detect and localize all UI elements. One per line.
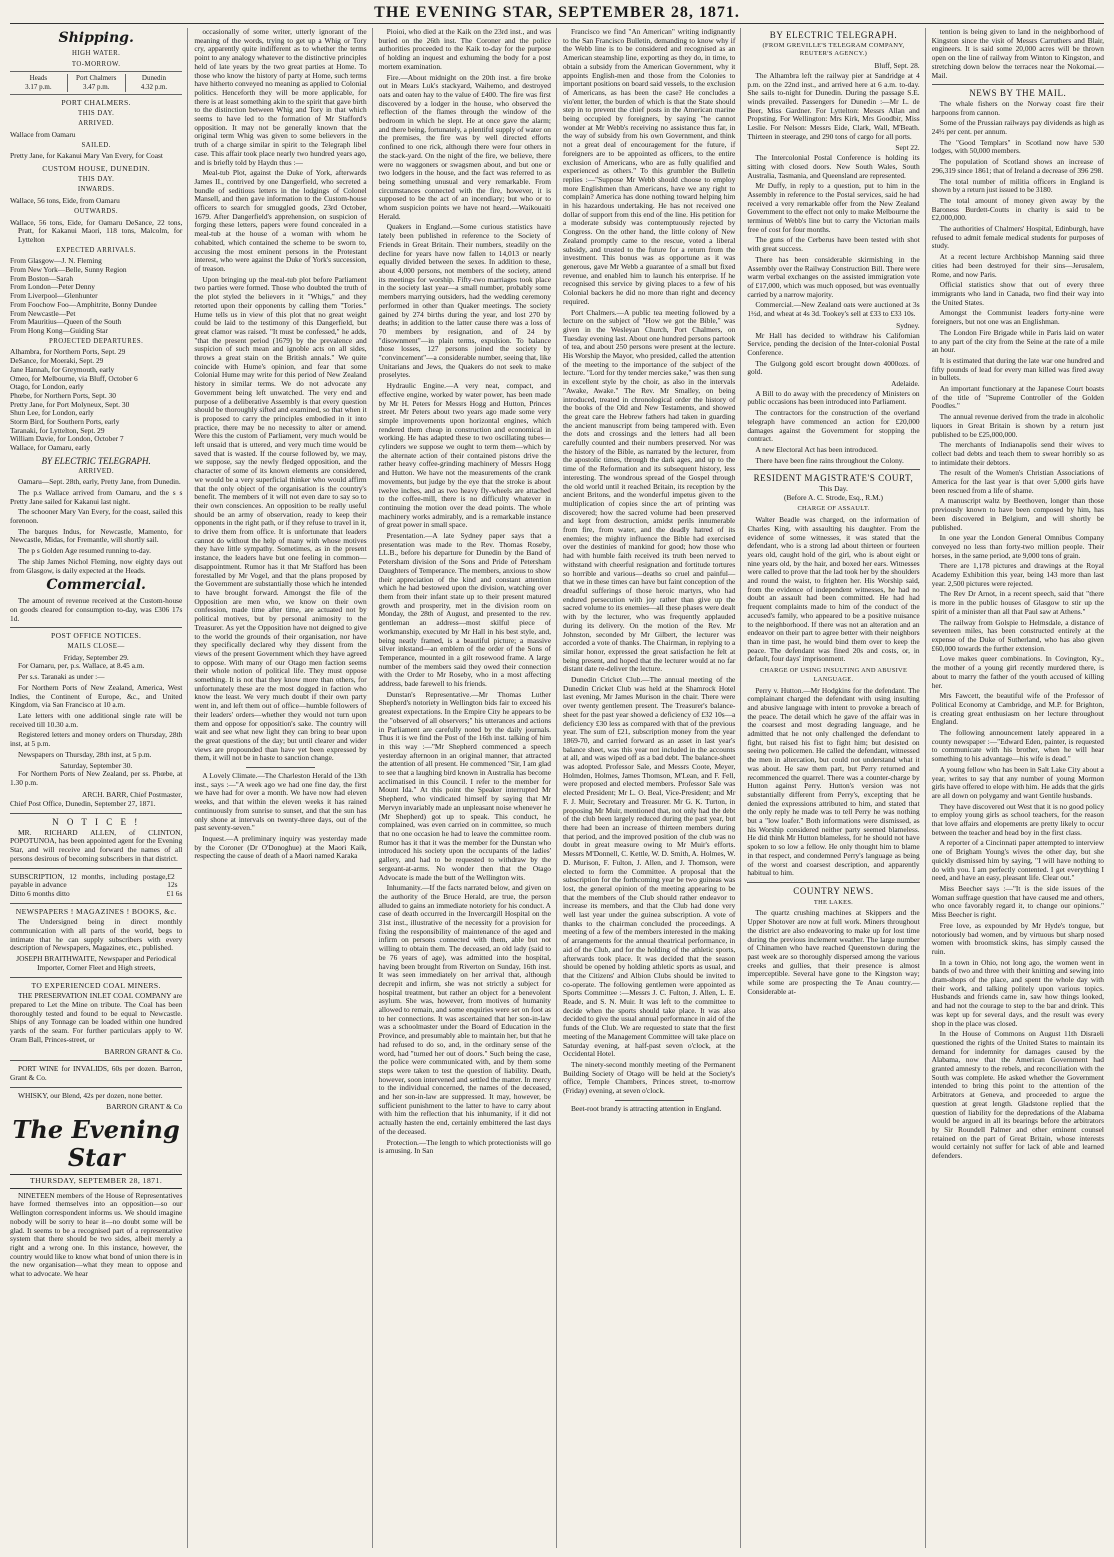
post-office-heading: POST OFFICE NOTICES.: [50, 631, 142, 641]
paragraph: A Lovely Climate.—The Charleston Herald of the 13th inst., says :—"A week ago we had one fine day, the first we have had for over a month. We have now had eleven weeks, and that within the eleven weeks it has rained continuously from sunrise to sunset, and that the sun has only shone at intervals on twenty-three days, out of the past seventy-seven.": [194, 771, 367, 833]
lakes-heading: THE LAKES.: [813, 898, 854, 906]
paragraph: Dunedin Cricket Club.—The annual meeting of the Dunedin Cricket Club was held at the Shamrock Hotel last evening, Mr James Murison in the chair. There were over twenty gentlemen present. The Treasurer's balance-sheet for the past year showed a deficiency of £32 10s—a deficiency £30 less as compared with that of the previous year. The sum of £21, subscription money from the year 1869-70, and carried forward as an asset in last year's balance sheet, was this year not included in the accounts at all, and was wiped off as a bad debt. The balance-sheet was adopted. Professor Sale, and Messrs Coote, Meyer, Holmden, Holmes, James Thomson, M'Lean, and F. Fell, were proposed and elected members. Professor Sale was elected President; Mr L. O. Beal, Vice-President; and Mr F. J. Muir, Secretary and Treasurer. Mr G. K. Turton, in proposing Mr Muir, mentioned that, not only had the debt of the club been largely reduced during the past year, but there had been an increase of thirteen members during that period, and the improved position of the club was no doubt in great measure owing to Mr Muir's efforts. Messrs M'Donnell, C. Kettle, W. D. Smith, A. Holmes, W. D. Murison, F. Fulton, J. Allen, and J. Thomson, were elected to form the Committee. A proposal that the subscription for the forthcoming year be two guineas was lost, the general opinion of the meeting appearing to be that the members of the Club should rather endeavor to increase its members, and that the Club had done very well last year under the guinea subscription. A vote of thanks to the chairman concluded the proceedings. A meeting of a few of the members interested in the making of arrangements for the annual theatrical performance, in aid of the Club, and for the holding of the athletic sports, afterwards took place. It was decided that the season should be opened by holding athletic sports as usual, and that the Citizens' and Albion Clubs should be invited to co-operate. The following gentlemen were appointed as Sports Committee :—Messrs J. C. Fulton, J. Allen, L. E. Reade, and S. N. Muir. It was left to the committee to decide when the sports should take place. It was also decided to give the usual annual performance in aid of the funds of the Club. We are requested to state that the first meeting of the Management Committee will take place on Saturday evening, at half-past seven o'clock, at the Occidental Hotel.: [562, 675, 736, 1059]
paragraph: The Alhambra left the railway pier at Sandridge at 4 p.m. on the 22nd inst., and arrived here at 6 a.m. to-day. She sails to-night for Dunedin. During the passage S.E. winds prevailed. Passengers for Dunedin :—Mr L. de Beer, Miss Gardner. For Lyttelton: Messrs Allan and Propsting. For Wellington: Mrs Kirk, Mrs Goodbir, Miss Leslie. For Nelson: Messrs Eide, Clark, Wall, M'Beath. Thirteen in steerage, and 290 tons of cargo for all ports.: [747, 70, 920, 141]
paragraph: In the House of Commons on August 11th Disraeli questioned the rights of the United States to maintain its demand for indemnity for damages caused by the Alabama, now that the American Government had granted amnesty to the rebels, and reconciliation with the South was complete. He asked whether the Government intended to bring this point to the attention of the Arbitrators at Geneva, and proceeded to argue the question at great length. Gladstone replied that the question of liability for the depredations of the Alabama would be argued in all its bearings before the arbitrators by Sir Roundell Palmer and other eminent counsel retained on the part of Great Britain, whose interests would certainly not suffer for lack of able and learned defenders.: [931, 1029, 1104, 1161]
paragraph: The quartz crushing machines at Skippers and the Upper Shotover are now at full work. Miners throughout the district are also endeavoring to make up for lost time during the previous inclement weather. The large number of Chinamen who have reached Queenstown during the past week are so thoroughly dispersed among the various creeks and gullies, that their presence is almost imperceptible. Several have gone to the Kingston way; while some are prospecting the Te Anau country.—Considerable at-: [747, 908, 920, 996]
paragraph: Commercial.—New Zealand oats were auctioned at 3s 1½d, and wheat at 4s 3d. Tookey's sell at £33 to £33 10s.: [747, 300, 920, 319]
tide-table: [10, 71, 182, 94]
paragraph: Dunstan's Representative.—Mr Thomas Luther Shepherd's notoriety in Wellington bids fair to exceed his greatest expectations. In the Empire City he appears to be the "observed of all observers;" his utterances and actions in Parliament are carefully noted by the daily journals. Thus it is we find the Post of the 16th inst. talking of him in this way :—"Mr Shepherd commenced a speech yesterday afternoon in an original manner, that attracted the attention of all present. He commenced "Sir, I am glad to see that a laughing bird known in Australia has become acclimatised in this Council. I refer to the member for Mount Ida." At this point the Speaker interrupted Mr Shepherd, who vindicated himself by saying that Mr Mervyn invariably made an unpleasant noise whenever he (Mr Shepherd) got up to speak. This conduct, he complained, was even carried on in committee, so much that no one occasion he had to leave the committee room. Rumor has it that it was the member for the Dunstan who introduced his society upon the occupants of the ladies' gallery, and had to be requested to withdraw by the sergeant-at-arms. No wonder then that the Otago Advocate is made the butt of the Wellington wits.: [378, 689, 551, 882]
paragraph: THE PRESERVATION INLET COAL COMPANY are prepared to Let the Mine on tribute. The Coal has been thoroughly tested and found to be equal to Newcastle. Ships of any Tonnage can be loaded within one hundred yards of the seam. For further particulars apply to W. Oram Ball, Princes-street, or: [10, 991, 183, 1044]
divider: [10, 813, 182, 814]
paragraph: Mrs Fawcett, the beautiful wife of the Professor of Political Economy at Cambridge, and M.P. for Brighton, is creating great enthusiasm on her lecture throughout England.: [931, 691, 1104, 727]
paragraph: The Intercolonial Postal Conference is holding its sitting with closed doors. New South Wales, South Australia, Tasmania, and Queensland are represented.: [747, 153, 920, 180]
paragraph: In one year the London General Omnibus Company conveyed no less than forty-two million people. Their horses, in the same period, ate 9,000 tons of grain.: [931, 533, 1104, 560]
subscription-label: SUBSCRIPTION, 12 months, including postage, payable in advance: [10, 871, 168, 890]
list-item: DeSance, for Moeraki, Sept. 29: [10, 356, 104, 366]
paragraph: tention is being given to land in the neighborhood of Kingston since the visit of Messrs Carruthers and Blair, engineers. It is said some 20,000 acres will be thrown open on the line of railway from Winton to Kingston, and stretching down below the terraces near the Nokomai.—Mail.: [931, 28, 1104, 80]
this-day-label: THIS DAY.: [78, 109, 115, 117]
paragraph: Love makes queer combinations. In Covington, Ky., the mother of a young girl recently murdered there, is about to marry the father of the youth accused of killing her.: [931, 654, 1104, 690]
paragraph: The amount of revenue received at the Custom-house on goods cleared for consumption to-day, was £306 17s 1d.: [10, 596, 183, 623]
paragraph: There are 1,178 pictures and drawings at the Royal Academy Exhibition this year, being 143 more than last year. 2,500 pictures were rejected.: [931, 561, 1104, 588]
editorial-paragraph: NINETEEN members of the House of Representatives have formed themselves into an opposition—so our Wellington correspondent informs us. We should imagine nobody will be sorry to hear it—no doubt some will be glad. It seems to be a recognised part of a representative system that there should be two sides, albeit merely a right and a wrong one. In this instance, however, the country would like to know what bond of union there is in the new organisation—what they mean to oppose and what to advocate. We hear: [10, 1190, 183, 1279]
paragraph: The total amount of money given away by the Baroness Burdett-Coutts in charity is said to be £2,000,000.: [931, 195, 1104, 223]
paragraph: Perry v. Hutton.—Mr Hodgkins for the defendant. The complainant charged the defendant with using insulting and abusive language with intent to provoke a breach of the peace. The detail which he gave of the affair was in the coarsest and most degrading language, and he admitted that he not only challenged the defendant to fight, but raised his fist to fight him; but desisted on seeing two policemen. He called the defendant, witnessed the men in altercation, but could not understand what it was about. He saw them part, but Perry returned and recommenced the quarrel. There was a counter-charge by Hutton against Perry. Hutton's version was not substantially different from Perry's, excepting that he denied the expressions attributed to him, and stated that the only reply he made was to tell Perry he was nothing but a "low loafer." Both informations were dismissed, as his Worship considered neither party seemed blameless. He did think Mr Hutton blameless, for he should not have spoken to so low a fellow. He only thought him to blame in that respect, and condemned Perry's language as being of the worst and coarsest description, and apparently habitual to him.: [747, 685, 920, 878]
paragraph: The Undersigned being in direct monthly communication with all parts of the world, begs to intimate that he can supply subscribers with every description of Newspapers, Magazines, etc., published.: [10, 917, 183, 953]
paragraph: Fire.—About midnight on the 20th inst. a fire broke out in Mears Luk's stackyard, Waihemo, and destroyed oats and oaten hay to the value of £400. The fire was first discovered by a lodger in the house, who observed the reflection of the flames through the window of the bedroom in which he slept. He at once gave the alarm; and there being, fortunately, a plentiful supply of water on the premises, the fire was by well directed efforts confined to one rick, although there were four others in the stack-yard. On the night of the fire, we believe, there were no waggoners or swagsmen about, and but one or two lodgers in the house, and the fact was referred to as being something unusual and very remarkable. From circumstances connected with the fire, however, it is supposed to be the act of an incendiary; but who or to whom suspicion points we have not heard.—Waikouaiti Herald.: [378, 72, 551, 221]
tide-time: 3.47 p.m.: [82, 83, 110, 92]
list-item: Otago, for London, early: [10, 382, 84, 392]
paragraph: The contractors for the construction of the overland telegraph have commenced an action for £20,000 damages against the Government for stopping the contract.: [747, 408, 920, 444]
list-item: From New York—Belle, Sunny Region: [10, 265, 127, 275]
paragraph: occasionally of some writer, utterly ignorant of the meaning of the words, trying to get up a Whig or Tory cry, apparently quite indifferent as to whether the terms point to any analogy whatever to the distinctive principles held of late years by the two great parties at Home. To those who know the history of party at Home, such terms have hitherto conveyed no meaning as applied to Colonial politics. Henceforth they will be more applicable, for there is at least something akin to the spirit that gave birth to the distinction between Whig and Tory in that which seems to have led to the formation of Mr Stafford's opposition. It may not be generally known that the original term Whig was given to some believers in the truth of a charge similar in spirit to the Telegraph libel case. This affair took place nearly two hundred years ago, and is briefly told by Haydn thus :—: [194, 28, 367, 167]
paragraph: The population of Scotland shows an increase of 296,319 since 1861; that of Ireland a decrease of 396 298.: [931, 157, 1104, 175]
paragraph: They have discovered out West that it is no good policy to employ young girls as school teachers, for the reason that love affairs and elopements are pretty likely to occur between the teacher and head boy in the first class.: [931, 801, 1104, 837]
list-item: From Glasgow—J. N. Fleming: [10, 256, 102, 266]
mails-close-label: MAILS CLOSE—: [67, 643, 125, 651]
paragraph: The Gulgong gold escort brought down 4000ozs. of gold.: [747, 358, 920, 377]
paragraph: For Northern Ports of New Zealand, America, West Indies, the Continent of Europe, &c., and United Kingdom, via San Francisco at 10 a.m.: [10, 682, 183, 710]
list-item: Pretty Jane, for Port Molyneux, Sept. 30: [10, 399, 130, 409]
port-chalmers-heading: PORT CHALMERS.: [61, 97, 131, 107]
list-item: Storm Bird, for Southern Ports, early: [10, 417, 120, 427]
paragraph: At a recent lecture Archbishop Manning said three cities had been destroyed for their sins—Jerusalem, Rome, and now Paris.: [931, 252, 1104, 279]
subscription-price: £1 6s: [166, 888, 183, 898]
paragraph: Per s.s. Taranaki as under :—: [18, 672, 105, 682]
newspapers-ad-heading: NEWSPAPERS ! MAGAZINES ! BOOKS, &c.: [15, 906, 177, 916]
signature-place: Chief Post Office, Dunedin, September 27, 1871.: [10, 799, 156, 809]
custom-house-heading: CUSTOM HOUSE, DUNEDIN.: [42, 164, 151, 174]
paragraph: A young fellow who has been in Salt Lake City about a year, writes to say that any number of young Mormon girls have offered to elope with him. He adds that the girls are all down on polygamy and want Gentile husbands.: [931, 764, 1104, 800]
divider: [246, 767, 315, 768]
list-item: Shun Lee, for London, early: [10, 408, 94, 418]
paragraph: The ship James Nichol Fleming, now eighty days out from Glasgow, is daily expected at the Heads.: [10, 556, 183, 575]
paragraph: It is estimated that during the late war one hundred and fifty pounds of lead for every man killed was fired away in bullets.: [931, 355, 1104, 383]
arrived-label: ARRIVED.: [78, 120, 115, 128]
signature: ARCH. BARR, Chief Postmaster,: [82, 789, 183, 799]
list-item: From Liverpool—Glenhunter: [10, 291, 98, 301]
masthead: THE EVENING STAR, SEPTEMBER 28, 1871.: [10, 4, 1104, 24]
paragraph: The ninety-second monthly meeting of the Permanent Building Society of Otago will be held at the Society's office, Temple Chambers, Princes street, to-morrow (Friday) evening, at seven o'clock.: [562, 1059, 736, 1096]
divider: [932, 84, 1104, 85]
divider: [747, 882, 919, 883]
arrived2-label: ARRIVED.: [78, 467, 115, 475]
inwards-label: INWARDS.: [77, 186, 115, 194]
divider: [747, 469, 919, 470]
departures-list: [10, 348, 182, 452]
paragraph: The result of the Women's Christian Associations of America for the last year is that over 5,000 girls have been rescued from a life of shame.: [931, 468, 1104, 495]
paragraph: A Bill to do away with the precedency of Ministers on public occasions has been introduced into Parliament.: [747, 388, 920, 407]
paragraph: The total number of militia officers in England is shown by a return just issued to be 3180.: [931, 176, 1104, 195]
paragraph: Mr Duffy, in reply to a question, put to him in the Assembly in reference to the Postal services, said he had received a very remarkable offer from the New Zealand Government to the effect not only to make Melbourne the terminus of Webb's line but to carry the Victorian mails free of cost for four months.: [747, 181, 920, 234]
to-morrow-label: TO-MORROW.: [71, 60, 121, 68]
court-before: (Before A. C. Strode, Esq., R.M.): [784, 492, 883, 502]
paragraph: Francisco we find "An American" writing indignantly to the San Francisco Bulletin, demanding to know why if the Webb line is to be considered and recognised as an American steamship line, exporting as they do, in time, to obtain a subsidy from the American Government, why it appoints English-men and those from the Colonies to important positions on board said vessels, to the exclusion of Americans, as has been the case? He concludes a vio'ent letter, the burden of which is that the State should step in to prevent the chief posts in the American marine being occupied by foreigners, by saying "he cannot wonder at Mr Webb's receiving no assistance thus far, in the way of subsidy from his own Government, and think not a great deal of encouragement for the future, if foreigners are to be appointed as officers, to the entire exclusion of Americans, who are as fully qualified and experienced as others." To this grumbler the Bulletin replies :—"Suppose Mr Webb should choose to employ more Englishmen than Americans, have we any right to complain? America has done nothing toward helping him in his hazardous undertaking. He has not received one dollar of support from this end of the line. His petition for a moderate subsidy was contemptuously rejected by Congress. On the other hand, the little colony of New Zealand promptly came to the rescue, voted a liberal subsidy, and trusted to the future for a return from the investment. This bonus was as opportune as it was generous, gave Mr Webb a guarantee of a small but fixed revenue, and enabled him to launch his enterprise. If he recognised this service by giving places to a few of his Colonial backers he did no more than right and decency required.: [562, 28, 736, 306]
departures-label: PROJECTED DEPARTURES.: [48, 337, 144, 345]
court-heading: RESIDENT MAGISTRATE'S COURT,: [753, 473, 914, 484]
subscription-row: [10, 890, 182, 899]
outwards-entry: Wallace, 56 tons, Eide, for Oamaru DeSance, 22 tons, Pratt, for Kakanui Maori, 118 tons, Malcolm, for Lyttelton: [10, 217, 183, 244]
tide-place: Port Chalmers: [76, 74, 117, 83]
dateline-adelaide: Adelaide.: [891, 379, 920, 389]
inwards-entry: Wallace, 56 tons, Eide, from Oamaru: [10, 196, 120, 206]
paragraph: Some of the Prussian railways pay dividends as high as 24½ per cent. per annum.: [931, 118, 1104, 137]
tide-place: Heads: [29, 74, 48, 83]
paragraph: The authorities of Chalmers' Hospital, Edinburgh, have refused to admit female medical students for purposes of study.: [931, 224, 1104, 251]
paragraph: Upon bringing up the meal-tub plot before Parliament two parties were formed. Those who doubted the truth of the plot styled the believers in it "Whigs," and they retorted upon their opponents by calling them "Tories." Hume tells us in view of this plot that no great weight could be laid to the testimony of this Dangerfield, but great clamor was raised. "It must be confessed," he adds, "that the present period (1679) by the prevalence and suspicion of such mean and ignoble acts on all sides, throws a great stain on the British annals." We quite coincide with Hume's opinion, and fear that some Colonial Hume may write for this period of New Zealand history in similar terms. We do not advocate any Government being left unwatched. The very end and purpose of a deliberative Assembly is that every question should be thoroughly sifted and examined, so that when it is proposed to carry the principles embodied in it into practice, there may be no necessity to alter or amend. Were this the custom of Parliament, very much would be left unsaid that is uttered, and very much time would be saved that is wasted. If the course followed by, we may, we suppose, say the newly fledged opposition, and the character of some of its known elements are considered, we would be a very superficial thinker who would affirm that the only object of the organisation is the country's benefit. The members of it will not even dare to say so to their own consciences. An opposition to be really useful should be an army of observation, ready to keep their opponents in the right path, or if they refuse to travel in it, to drive them from office. It is unfortunate that leaders cannot do without the help of many with whose motives they have little sympathy. Sometimes, as in the present instance, the leaders have but one feeling in common—disappointment. Rumor has it that Mr Stafford has been forestalled by Mr Vogel, and that the plans proposed by the Government are substantially those which he intended to have brought forward. Amongst the file of the Opposition are men who, we know on their own confession, made time after time, are actuated not by political motives, but by personal animosity to the Treasurer. As yet the Opposition have not deigned to give to the world the grounds of their organisation, nor have they specifically declared why they dissent from the views of the present Government which they have agreed to oppose. With many of our Otago men faction seems their whole notion of political life. They must oppose something. It is not that they know more than others, for unfortunately these are the most dogged in faction who know the least. We very much doubt if their own party went in, and left them out of office—humble followers of their leaders' orders—whether they would not turn upon them and oppose for opposition's sake. The country will wait and see what new light they can bring to bear upon the great questions of the day; but until clearer and wider views are propounded than have yet been expressed by them, it will not be in haste to sanction change.: [194, 274, 367, 763]
friday-label: Friday, September 29.: [63, 652, 129, 662]
column-6: [932, 28, 1104, 1548]
tide-time: 3.17 p.m.: [25, 83, 52, 92]
paragraph: There has been considerable skirmishing in the Assembly over the Railway Construction Bill. There were warm verbal exchanges on the assisted immigration vote of £17,000, which was much opposed, but was eventually carried by a narrow majority.: [747, 254, 920, 299]
paragraph: A new Electoral Act has been introduced.: [755, 444, 878, 454]
paragraph: The "Good Templars" in Scotland now have 530 lodges, with 50,000 members.: [931, 137, 1104, 156]
column-5: [747, 28, 925, 1548]
paragraph: Port Chalmers.—A public tea meeting followed by a lecture on the subject of "How we got the Bible," was given in the Wesleyan Church, Port Chalmers, on Tuesday evening last. About one hundred persons partook of tea, and about 250 persons were present at the lecture. His Worship the Mayor, who presided, called the attention of the meeting to the importance of the subject of the lecture. "Lord for thy tender mercies sake," was then sung in excellent style by the choir, as also in the intervals "Awake, Awake." The Rev. Mr Smalley, on being introduced, treated in chronological order the history of the books of the Old and New Testaments, and showed the great care the Hebrew fathers had taken in guarding the ancient manuscript from being tampered with. Even the dots and crossings and the letters had all been carefully counted and their numbers preserved. Nor was the history of the Bible, as narrated by the lecturer, from the apostolic times, through the dark ages, and up to the time of the Reformation and its subsequent history, less interesting. The wondrous spread of the Gospel through the old world until it reached Britain, its reception by the ancient Britons, and the wonderful impetus given to the multiplication of copies since the art of printing was discovered; how the sacred volume had been preserved and kept from destruction, amidst perils innumerable from fire, from water, and the deadly hatred of its enemies; the mighty influence the Bible had exercised over the destinies of mankind for good; how those who had with humble faith received its truth been nerved to withstand with cheerful resignation and fortitude tortures so horrible and various—deaths so cruel and painful—that we in these times can have but faint conception of the dreadful sufferings of those heroic martyrs, who had endured persecution with joy rather than give up the sacred volume to its enemies—all these phases were dealt with by the lecturer, who was frequently applauded during its delivery. On the motion of the Rev. Mr Johnston, seconded by Mr Gilbert, the lecturer was accorded a vote of thanks. The Chairman, in replying to a similar honor, expressed the great satisfaction he felt at being present, and hoped that the lecturer would at no far distant date re-deliver the lecture.: [562, 307, 736, 674]
paragraph: Inhumanity.—If the facts narrated below, and given on the authority of the Bruce Herald, are true, the person alluded to gains an immediate notoriety for his conduct. A case of death occurred in the Invercargill Hospital on the 31st inst., illustrative of the necessity for a provision for fixing the responsibility of maintenance of the aged and infirm on persons connected with them, able but not willing to obtain them. The deceased, an old lady (said to be 76 years of age), was admitted into the hospital, having been brought from Riverton on Sunday, 16th inst. It was seen immediately on her arrival that, although decrepit and infirm, she was not strictly a subject for hospital treatment, but rather an object for a benevolent asylum. She was, however, from motives of humanity allowed to remain, and some enquiries were set on foot as to her connections. It was ascertained that her son-in-law was a schoolmaster under the Board of Education in the Province, and presumably able to maintain her, but that he had refused to do so, and, in the ordinary sense of the word, had "turned her out of doors." Such being the case, the police were communicated with, and by them some steps were taken to test the question of liability. Death, however, soon intervened and settled the matter. In mercy to the individual concerned, the names of the deceased, and her son-in-law are suppressed. It may, however, be sufficient punishment to the latter to have to carry about with him the reflection that his inhumanity, if it did not actually hasten the end, certainly embittered the last days of the deceased.: [378, 883, 551, 1136]
paragraph: Late letters with one additional single rate will be received till 10.30 a.m.: [10, 711, 183, 729]
paragraph: Amongst the Communist leaders forty-nine were foreigners, but not one was an Englishman.: [931, 308, 1104, 327]
divider: [10, 1060, 182, 1061]
paragraph: A reporter of a Cincinnati paper attempted to interview one of Brigham Young's wives the other day, but she quickly dismissed him by saying, "I will have nothing to do with you. I am perfectly contented. I get everything I need, and have an easy, pleasant life. Clear out.": [931, 838, 1104, 883]
whisky-sig: BARRON GRANT & Co: [106, 1102, 183, 1112]
paragraph: PORT WINE for INVALIDS, 60s per dozen. Barron, Grant & Co.: [10, 1064, 183, 1082]
divider: [10, 1087, 182, 1088]
paragraph: Beet-root brandy is attracting attention in England.: [570, 1103, 722, 1113]
list-item: Omeo, for Melbourne, via Bluff, October 6: [10, 373, 138, 383]
telegraph-subheading: (FROM GREVILLE'S TELEGRAM COMPANY, REUTER'S AGENCY.): [762, 41, 905, 58]
divider: [10, 977, 182, 978]
paragraph: For Oamaru, per, p.s. Wallace, at 8.45 a.m.: [18, 661, 145, 671]
charge-heading: CHARGE OF USING INSULTING AND ABUSIVE LANGUAGE.: [759, 667, 908, 683]
paragraph: WHISKY, our Blend, 42s per dozen, none better.: [18, 1090, 163, 1100]
dateline-sydney: Sydney.: [896, 320, 920, 330]
divider: [615, 1100, 684, 1101]
paragraph: The schooner Mary Van Every, for the coast, sailed this forenoon.: [10, 507, 183, 526]
commercial-heading: Commercial.: [46, 577, 146, 594]
paragraph: The following announcement lately appeared in a county newspaper :—"Edward Eden, painter, is requested to communicate with his brother, when he will hear something to his advantage—his wife is dead.": [931, 728, 1104, 764]
column-1: [10, 28, 188, 1548]
expected-list: [10, 257, 182, 335]
mail-news-heading: NEWS BY THE MAIL.: [969, 88, 1067, 99]
list-item: Alhambra, for Northern Ports, Sept. 29: [10, 347, 126, 357]
list-item: Wallace, for Oamaru, early: [10, 443, 91, 453]
divider: [10, 627, 182, 628]
charge-heading: CHARGE OF ASSAULT.: [797, 505, 870, 513]
telegraph-heading: BY ELECTRIC TELEGRAPH.: [769, 30, 898, 40]
sailed-entry: Pretty Jane, for Kakanui Mary Van Every, for Coast: [10, 151, 163, 161]
dateline-sept22: Sept 22.: [895, 143, 920, 153]
paragraph: A manuscript waltz by Beethoven, longer than those previously known to have been composed by him, has been discovered in Belgium, and will shortly be published.: [931, 496, 1104, 532]
paragraph: Oamaru—Sept. 28th, early, Pretty Jane, from Dunedin.: [18, 477, 181, 487]
paragraph: The p s Golden Age resumed running to-day.: [18, 546, 151, 556]
dateline: THURSDAY, SEPTEMBER 28, 1871.: [10, 1174, 182, 1189]
paragraph: Quakers in England.—Some curious statistics have lately been published in reference to the Society of Friends in Great Britain. Their numbers, steadily on the decline for years have now fallen to 14,013 or nearly equally divided between the sexes. In addition to these, about 4,000 persons, not members of the society, attend its meetings for worship. Fifty-two marriages took place in the society last year—a small number, probably some members marrying outsiders, had the wedding ceremony performed in other than Quaker meetings. The society gained by 274 births during the year, and lost 270 by deaths; in addition to the latter cause there was a loss of 70 members by resignation, and of 24 by "disownment"—in plain terms, expulsion. To balance those losses, 127 persons joined the society by "convincement"—a considerable number, seeing that, like Unitarians and Jews, the Quakers do not seek to make proselytes.: [378, 222, 551, 380]
columns: [10, 28, 1104, 1548]
paragraph: The railway from Golspie to Helmsdale, a distance of seventeen miles, has been constructed entirely at the expense of the Duke of Sutherland, who has also given £60,000 towards the further extension.: [931, 617, 1104, 653]
paragraph: There have been fine rains throughout the Colony.: [755, 455, 904, 465]
tide-cell: [125, 74, 183, 91]
list-item: From Hong Kong—Guiding Star: [10, 325, 108, 335]
list-item: William Davie, for London, October 7: [10, 434, 124, 444]
list-item: Taranaki, for Lyttelton, Sept. 29: [10, 425, 105, 435]
list-item: Phœbe, for Northern Ports, Sept. 30: [10, 390, 116, 400]
paragraph: Newspapers on Thursday, 28th inst, at 5 p.m.: [18, 749, 152, 759]
paragraph: MR. RICHARD ALLEN, of CLINTON, POPOTUNOA, has been appointed agent for the Evening Star, and will receive and forward the names of all persons desirous of becoming subscribers in that district.: [10, 827, 183, 863]
paragraph: Protection.—The length to which protectionists will go is amusing. In San: [378, 1137, 551, 1156]
subscription-price: £2 12s: [167, 871, 178, 890]
tide-place: Dunedin: [141, 74, 166, 83]
paragraph: The London Fire Brigade while in Paris laid on water to any part of the city from the Seine at the rate of a mile an hour.: [931, 327, 1104, 355]
shipping-heading: Shipping.: [58, 30, 134, 46]
paragraph: Inquest.—A preliminary inquiry was yesterday made by the Coroner (Dr O'Donoghue) at the Maori Kaik, respecting the cause of death of a Maori named Karaka: [194, 833, 367, 861]
arrived-entry: Wallace from Oamaru: [10, 129, 76, 139]
paragraph: An important functionary at the Japanese Court boasts of the title of "Supreme Controller of the Golden Poodles.": [931, 384, 1104, 411]
expected-arrivals-label: EXPECTED ARRIVALS.: [56, 246, 137, 254]
saturday-label: Saturday, September 30.: [60, 760, 133, 770]
coal-sig: BARRON GRANT & Co.: [104, 1046, 183, 1056]
paragraph: Meal-tub Plot, against the Duke of York, afterwards James II., contrived by one Dangerfield, who secreted a bundle of seditious letters in the lodgings of Colonel Mansell, and then gave information to the Custom-house officers to search for smuggled goods, 23rd October, 1679. After Dangerfield's apprehension, on suspicion of forging these letters, papers were found concealed in a meal-tub at the house of a woman with whom he cohabited, which contained the scheme to be sworn to, accusing the most eminent persons in the Protestant interest, who were against the Duke of York's succession, of treason.: [194, 168, 367, 273]
country-news-heading: COUNTRY NEWS.: [793, 885, 874, 896]
paragraph: Miss Beecher says :—"It is the side issues of the Woman suffrage question that have caused me and others, who once favorably regard it, to change our opinions." Miss Beecher is right.: [931, 883, 1104, 920]
paragraph: The Rev Dr Arnot, in a recent speech, said that "there is more in the public houses of Glasgow to stir up the spirit of a minister than all that Paul saw at Athens.": [931, 589, 1104, 616]
paragraph: The annual revenue derived from the trade in alcoholic liquors in Great Britain is shown by a return just published to be £25,000,000.: [931, 412, 1104, 439]
column-2: [194, 28, 372, 1548]
braithwaite-sig: JOSEPH BRAITHWAITE, Newspaper and Periodical Importer, Corner Fleet and High streets,: [16, 954, 177, 972]
paragraph: Mr Hall has decided to withdraw his Californian Service, pending the decision of the Inter-colonial Postal Conference.: [747, 330, 920, 357]
paragraph: Pioioi, who died at the Kaik on the 23rd inst., and was buried on the 26th inst. The Coroner and the police authorities proceeded to the Kaik to-day for the purpose of holding an inquest and exhuming the body for a post mortem examination.: [378, 28, 551, 71]
paragraph: Registered letters and money orders on Thursday, 28th inst, at 5 p.m.: [10, 730, 183, 749]
paragraph: The merchants of Indianapolis send their wives to collect bad debts and teach them to swear horribly so as to intimidate their debtors.: [931, 440, 1104, 467]
subscription-label: Ditto 6 months ditto: [10, 888, 70, 898]
tide-time: 4.32 p.m.: [140, 83, 168, 92]
paragraph: The guns of the Cerberus have been tested with shot with great success.: [747, 235, 920, 254]
tide-cell: [10, 74, 67, 91]
electric-telegraph-heading: BY ELECTRIC TELEGRAPH.: [41, 455, 151, 466]
tide-cell: [67, 74, 125, 91]
sailed-label: SAILED.: [81, 141, 111, 149]
dateline-bluff: Bluff, Sept. 28.: [874, 61, 920, 71]
paragraph: Presentation.—A late Sydney paper says that a presentation was made to the Rev. Thomas Roseby, LL.B., before his departure for Dunedin by the Band of Petersham division of the Sons and Pride of Petersham Daughters of Temperance. The members, anxious to show their appreciation of the kind and constant attention which he had bestowed upon the division, watching over them from their infant state up to their present matured growth and prosperity, met in the division room on Monday, the 28th of August, and presented to the rev. gentleman an address—most skilful piece of workmanship, executed by Mr Hall in his best style, and, being neatly framed, is a beautiful picture; a massive silver inkstand—an emblem of the order of the Sons of Temperance, mounted in a gilt rosewood frame. A large number of the members said they owed their connection with the Order to Mr Roseby, who in a most affecting address, bade farewell to his friends.: [378, 531, 551, 689]
paragraph: Hydraulic Engine.—A very neat, compact, and effective engine, worked by water power, has been made by Mr H. Peters for Messrs Hogg and Hutton, Princes street. Mr Peters about two years ago made some very simple improvements upon horizontal engines, which rendered them cheap in construction and economical in working. He has adapted these to two oscillating tubes—cylinders we suppose we ought to term them—which by the alternate action of their contained pistons drive the rather heavy coffee-grinding machinery of Messrs Hogg and Hutton. We have not the measurements of the crank movements, but judge by the eye that the stroke is about twelve inches, and as two heavy fly-wheels are attached to the coffee-mill, there is no difficulty whatever in continuing the motion over the dead points. The whole machinery works admirably, and is a remarkable instance of great power in small space.: [378, 381, 551, 530]
column-3: [379, 28, 557, 1548]
list-item: From Mauritius—Queen of the South: [10, 317, 122, 327]
outwards-label: OUTWARDS.: [74, 207, 119, 215]
paragraph: Official statistics show that out of every three immigrants who land in Canada, two find their way into the United States.: [931, 280, 1104, 307]
list-item: Jane Hannah, for Greymouth, early: [10, 364, 115, 374]
divider: [10, 903, 182, 904]
list-item: From London—Peter Denny: [10, 282, 95, 292]
paragraph: For Northern Ports of New Zealand, per ss. Phœbe, at 1.30 p.m.: [10, 769, 183, 787]
notice-heading: N O T I C E !: [52, 817, 141, 828]
subscription-row: [10, 873, 182, 890]
column-4: [563, 28, 741, 1548]
custom-this-day: THIS DAY.: [78, 175, 115, 183]
list-item: From Newcastle—Pet: [10, 308, 76, 318]
list-item: From Boston—Sarah: [10, 273, 74, 283]
list-item: From Foochow Foo—Amphitrite, Bonny Dundee: [10, 299, 157, 309]
paragraph: Walter Beadle was charged, on the information of Charles King, with assaulting his daughter. From the evidence of some witnesses, it was stated that the defendant, who is a strong lad about thirteen or fourteen years old, caught hold of the girl, who is about eight or nine years old, by the hair, and boxed her ears. Witnesses were called to prove that the lad took her by the shoulders and round the waist, to frighten her. His Worship said, from the evidence of independent witnesses, he had no doubt an assault had been committed. He had had frequent complaints made to him of the conduct of the accused's family, who appeared to be a positive nuisance to the neighborhood. If there was not an alteration and an endeavor on their part to agree better with their neighbors than in time past, he would bind them over to keep the peace. The defendant was fined 20s and costs, or, in default, four days' imprisonment.: [747, 515, 920, 664]
court-day: This Day.: [819, 484, 848, 494]
divider: [10, 868, 182, 869]
paragraph: The whale fishers on the Norway coast fire their harpoons from cannon.: [931, 98, 1104, 117]
paragraph: Free love, as expounded by Mr Hyde's tongue, but notoriously bad women, and by virtuous but sharp nosed women with broomstick skins, has simply caused the ruin.: [931, 920, 1104, 956]
high-water-heading: HIGH WATER.: [71, 50, 121, 57]
paragraph: The barques Indus, for Newcastle, Mamento, for Newcastle, Midas, for Fremantle, will shortly sail.: [10, 526, 183, 545]
coal-ad-heading: TO EXPERIENCED COAL MINERS.: [31, 980, 161, 990]
paragraph: The p.s Wallace arrived from Oamaru, and the s s Pretty Jane sailed for Kakanui last night.: [10, 487, 183, 506]
paragraph: In a town in Ohio, not long ago, the women went in bands of two and three with their knitting and sewing into dram-shops of the place, and spent the whole day with their work, and talking politely upon various topics. Husbands and friends came in, saw how things looked, and had not the courage to step to the bar and drink. This was kept up for several days, and the result was every shop in the place was closed.: [931, 957, 1104, 1028]
paper-title: The Evening Star: [12, 1115, 180, 1173]
